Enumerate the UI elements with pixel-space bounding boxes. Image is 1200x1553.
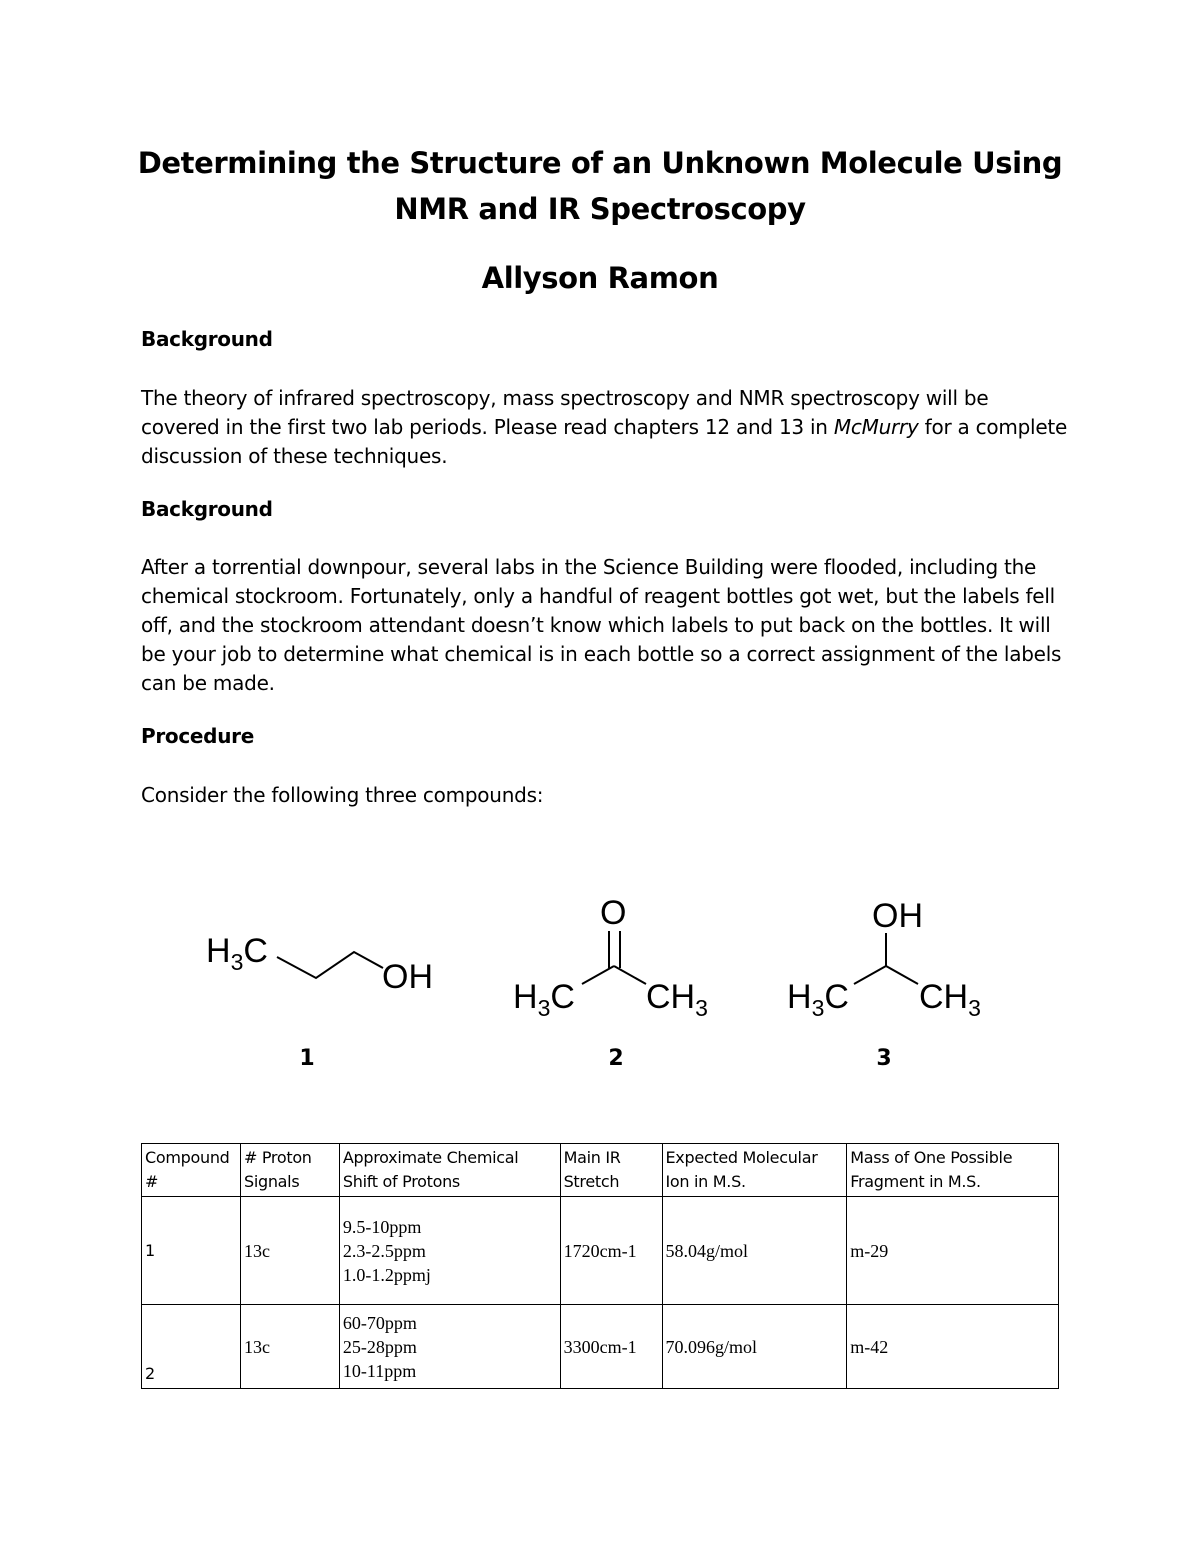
c1-bonds xyxy=(277,952,383,978)
table-row xyxy=(142,1305,1059,1389)
c1-oh: OH xyxy=(382,958,433,996)
compound-number-3: 3 xyxy=(876,1046,892,1071)
book-title: McMurry xyxy=(833,415,919,439)
c1-h3c: $H_3C$ xyxy=(206,932,268,975)
procedure-heading: Procedure xyxy=(141,724,254,748)
c2-bond-right xyxy=(614,966,646,984)
cell-shifts: 9.5-10ppm 2.3-2.5ppm 1.0-1.2ppmj xyxy=(339,1197,560,1305)
background-paragraph-1 xyxy=(141,384,1071,471)
table-row xyxy=(142,1197,1059,1305)
c3-h3c: $H_3C$ xyxy=(787,978,849,1021)
header-fragment-mass: Mass of One Possible Fragment in M.S. xyxy=(847,1144,1059,1197)
spectroscopy-table xyxy=(141,1143,1059,1389)
c2-ch3: $CH_3$ xyxy=(646,978,708,1021)
cell-ion: 58.04g/mol xyxy=(662,1197,847,1305)
document-title xyxy=(0,140,1200,232)
background-paragraph-2: After a torrential downpour, several labs in the Science Building were flooded, including the chemical stockroom. Fortunately, only a handful of reagent bottles got wet, but the labels fell off, and the stockroom attendant doesn’t know which labels to put back on the bottles. It will be your job to determine what chemical is in each bottle so a correct assignment of the labels can be made. xyxy=(141,555,1062,695)
cell-shifts: 60-70ppm 25-28ppm 10-11ppm xyxy=(339,1305,560,1389)
cell-compound: 2 xyxy=(142,1305,241,1389)
c2-bond-left xyxy=(582,966,614,984)
background-heading-1: Background xyxy=(141,327,273,351)
c3-ch3: $CH_3$ xyxy=(919,978,981,1021)
c2-h3c: $H_3C$ xyxy=(513,978,575,1021)
author-name: Allyson Ramon xyxy=(481,261,719,295)
c2-oxygen: O xyxy=(600,894,627,932)
compound-number-1: 1 xyxy=(299,1046,315,1071)
table-header-row xyxy=(142,1144,1059,1197)
c3-bond-right xyxy=(886,966,918,984)
cell-signals: 13c xyxy=(240,1305,339,1389)
procedure-paragraph: Consider the following three compounds: xyxy=(141,783,544,807)
structure-compound-3 xyxy=(787,897,981,1021)
cell-ir: 1720cm-1 xyxy=(560,1197,662,1305)
header-chemical-shift: Approximate Chemical Shift of Protons xyxy=(339,1144,560,1197)
c3-bond-left xyxy=(854,966,886,984)
title-line-1: Determining the Structure of an Unknown Molecule Using xyxy=(137,146,1063,180)
compound-number-2: 2 xyxy=(608,1046,624,1071)
title-line-2: NMR and IR Spectroscopy xyxy=(394,192,806,226)
cell-signals: 13c xyxy=(240,1197,339,1305)
structure-compound-2 xyxy=(513,894,708,1021)
paragraph-text: for a complete discussion of these techniques. xyxy=(141,415,1068,468)
cell-fragment: m-29 xyxy=(847,1197,1059,1305)
cell-ion: 70.096g/mol xyxy=(662,1305,847,1389)
cell-fragment: m-42 xyxy=(847,1305,1059,1389)
cell-ir: 3300cm-1 xyxy=(560,1305,662,1389)
paragraph-text: The theory of infrared spectroscopy, mass spectroscopy and NMR spectroscopy will be covered in the first two lab periods. Please read chapters 12 and 13 in xyxy=(141,386,989,439)
background-heading-2: Background xyxy=(141,497,273,521)
header-molecular-ion: Expected Molecular Ion in M.S. xyxy=(662,1144,847,1197)
c3-oh: OH xyxy=(872,897,923,935)
header-ir-stretch: Main IR Stretch xyxy=(560,1144,662,1197)
cell-compound: 1 xyxy=(142,1197,241,1305)
structure-compound-1 xyxy=(206,932,433,996)
header-compound: Compound # xyxy=(142,1144,241,1197)
header-proton-signals: # Proton Signals xyxy=(240,1144,339,1197)
